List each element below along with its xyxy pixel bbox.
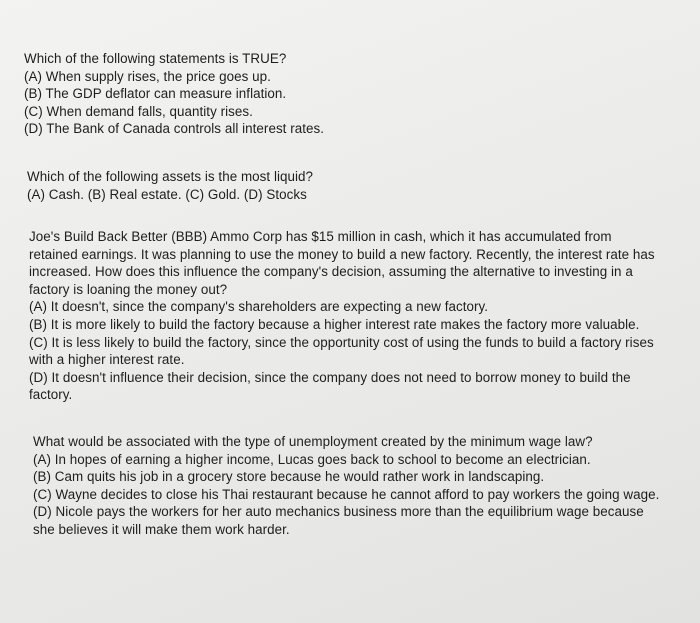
question-3-prompt-line: factory is loaning the money out? [29,281,228,297]
question-4-prompt: What would be associated with the type of unemployment created by the minimum wage law? [33,434,593,449]
question-3-option-d: (D) It doesn't influence their decision, since the company does not need to borrow money to build the [29,369,631,385]
question-4-option-a: (A) In hopes of earning a higher income, Lucas goes back to school to become an electrician. [33,451,591,467]
question-2 [27,168,667,203]
question-3-prompt-line: Joe's Build Back Better (BBB) Ammo Corp has $15 million in cash, which it has accumulated from [29,229,612,244]
question-1-option-b: (B) The GDP deflator can measure inflation. [24,86,287,102]
question-3-prompt-line: retained earnings. It was planning to use the money to build a new factory. Recently, the interest rate has [29,246,655,262]
question-1-option-a: (A) When supply rises, the price goes up. [24,68,271,84]
question-3 [29,228,689,404]
question-3-option-c-cont: with a higher interest rate. [29,352,185,368]
question-4-option-b: (B) Cam quits his job in a grocery store because he would rather work in landscaping. [33,469,545,485]
question-4-option-d: (D) Nicole pays the workers for her auto mechanics business more than the equilibrium wage because [33,504,644,520]
question-2-prompt: Which of the following assets is the most liquid? [27,169,314,184]
question-4-option-c: (C) Wayne decides to close his Thai restaurant because he cannot afford to pay workers the going wage. [33,486,660,502]
question-3-option-d-cont: factory. [29,387,73,403]
question-3-option-c: (C) It is less likely to build the factory, since the opportunity cost of using the funds to build a factory rises [29,334,654,350]
question-1 [24,50,664,138]
question-4-option-d-cont: she believes it will make them work harder. [33,521,290,537]
question-3-option-a: (A) It doesn't, since the company's shareholders are expecting a new factory. [29,299,489,315]
question-2-options: (A) Cash. (B) Real estate. (C) Gold. (D) Stocks [27,186,307,202]
question-1-option-c: (C) When demand falls, quantity rises. [24,103,253,119]
question-4 [33,433,683,539]
question-1-option-d: (D) The Bank of Canada controls all interest rates. [24,121,325,137]
question-3-option-b: (B) It is more likely to build the factory because a higher interest rate makes the factory more valuable. [29,316,640,332]
question-3-prompt-line: increased. How does this influence the company's decision, assuming the alternative to investing in a [29,264,633,280]
question-1-prompt: Which of the following statements is TRUE? [24,51,287,66]
